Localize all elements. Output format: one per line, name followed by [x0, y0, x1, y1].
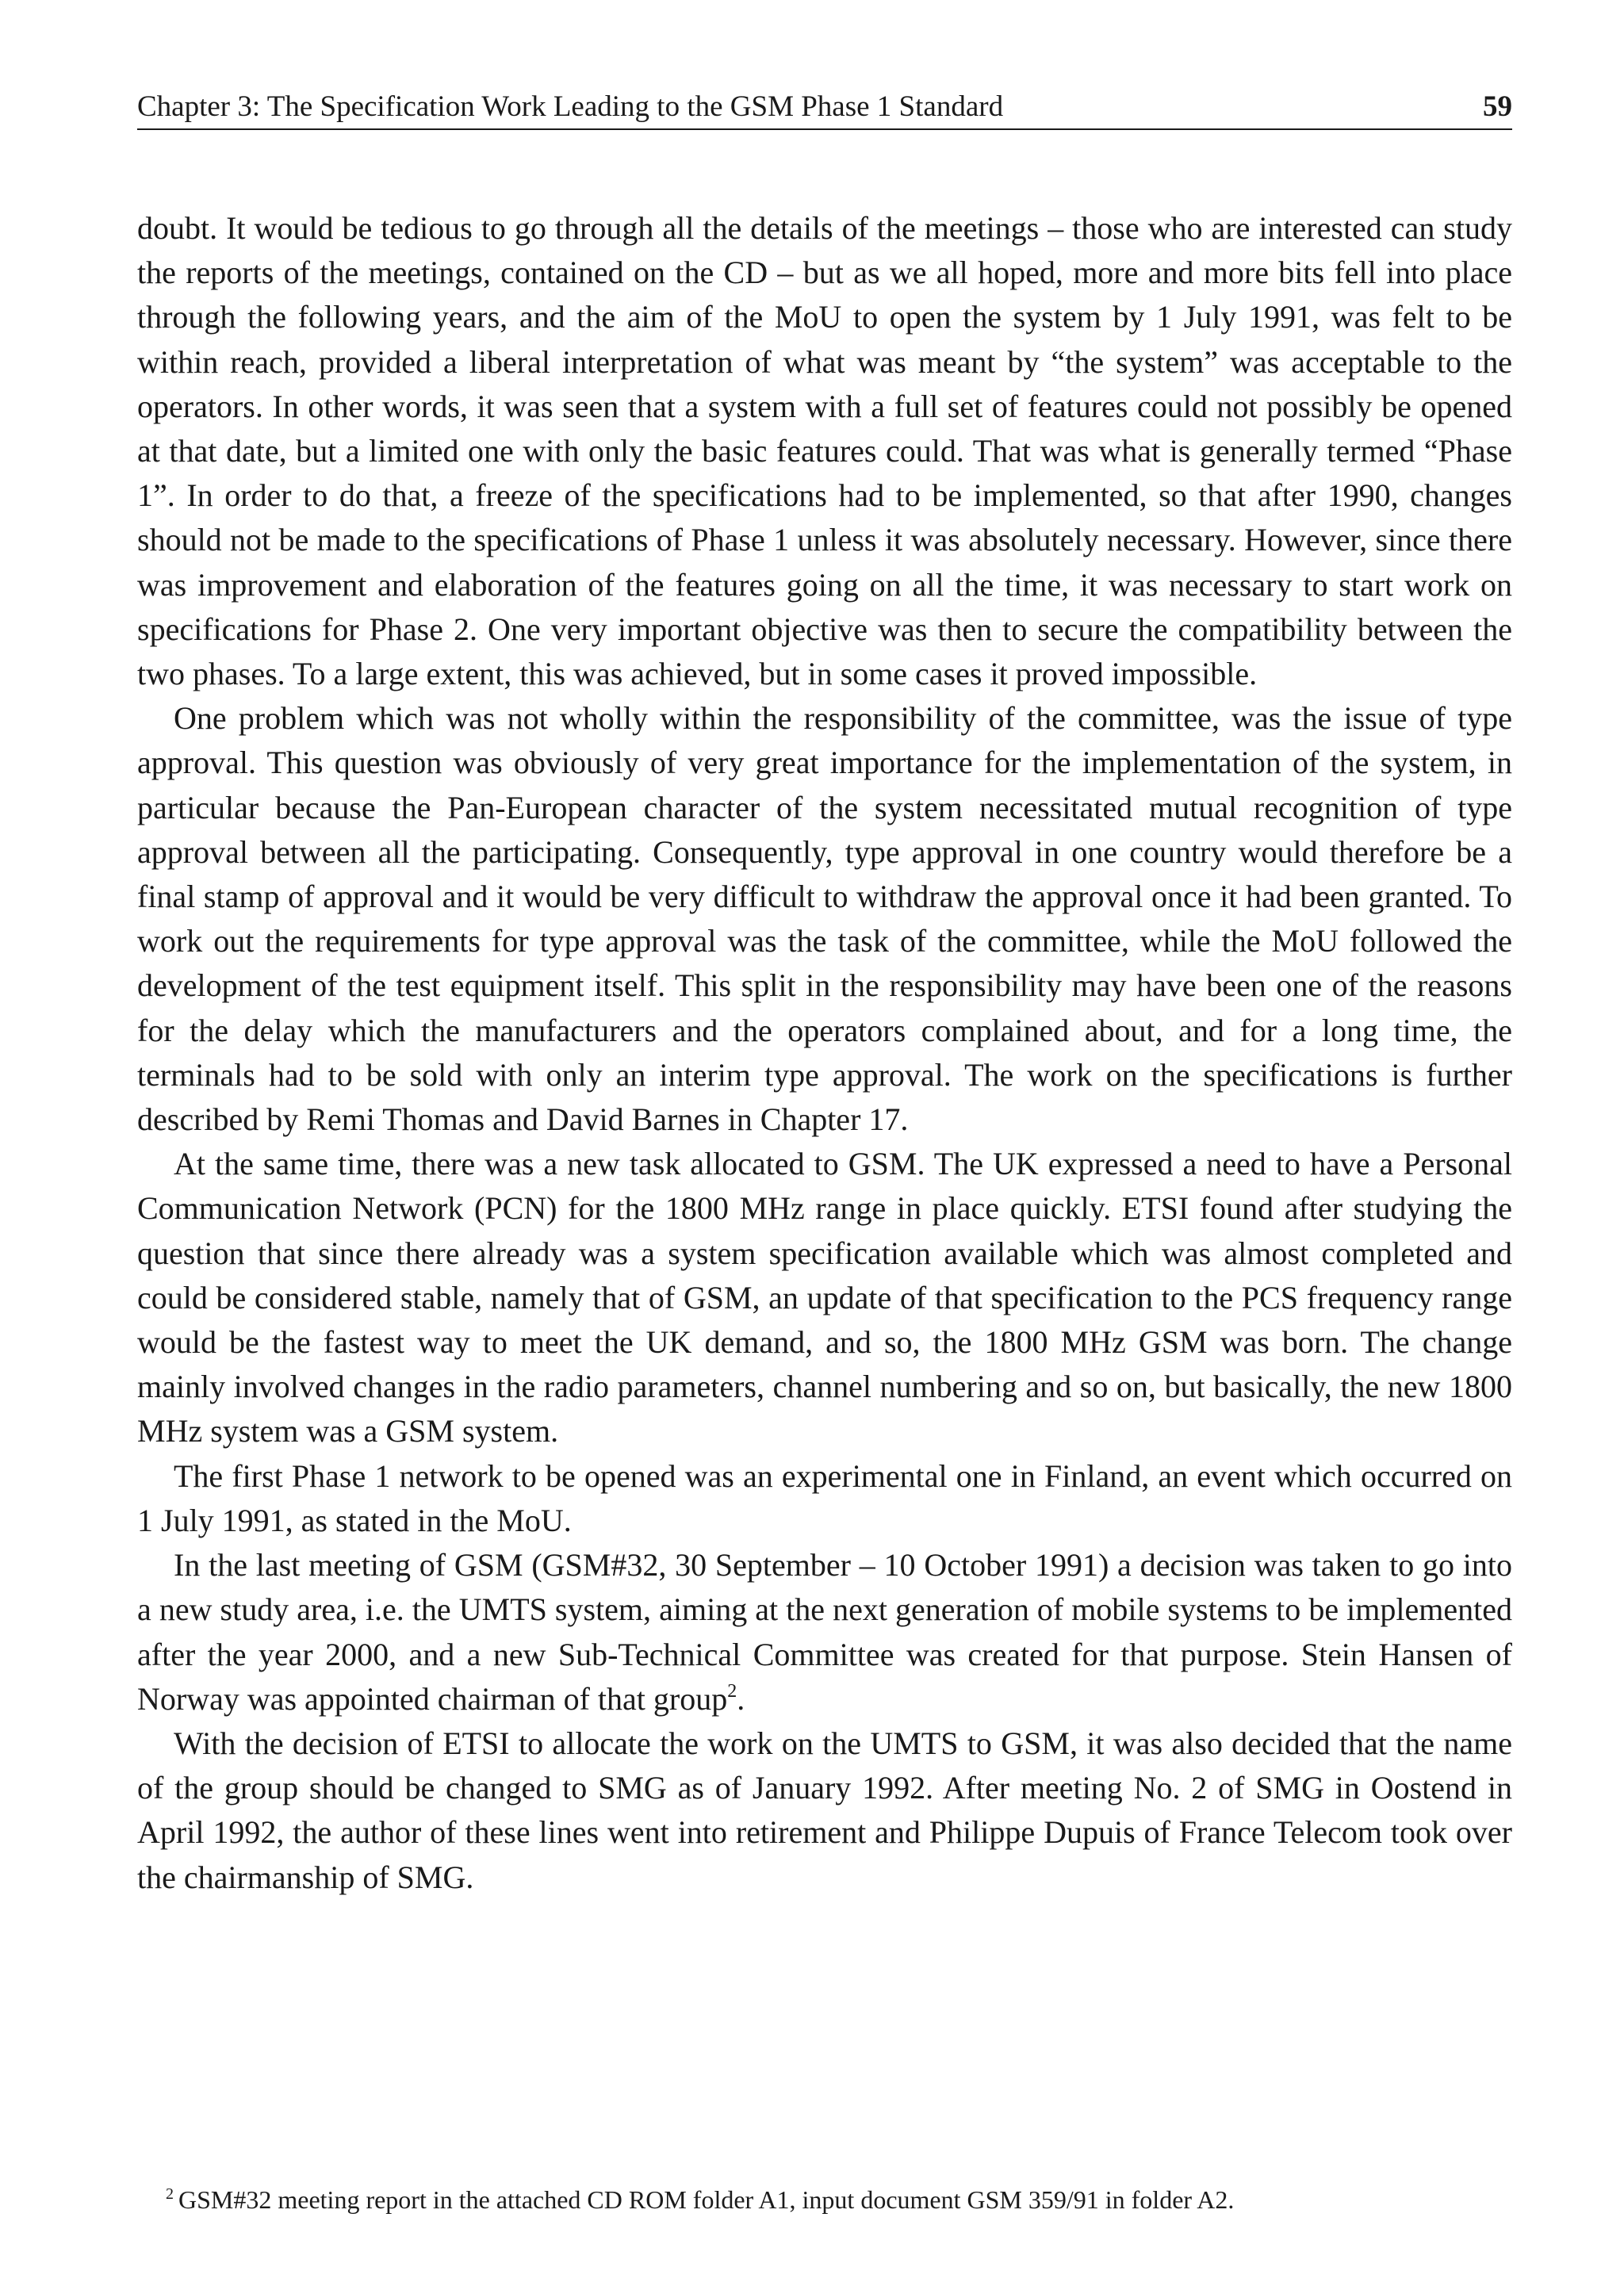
footnote-reference[interactable]: 2 — [727, 1680, 737, 1702]
paragraph-1: doubt. It would be tedious to go through all the details of the meetings – those who are interested can study the reports of the meetings, contained on the CD – but as we all hoped, more and more bits fell into place through the following years, and the aim of the MoU to open the system by 1 July 1991, was felt to be within reach, provided a liberal interpretation of what was meant by “the system” was acceptable to the operators. In other words, it was seen that a system with a full set of features could not possibly be opened at that date, but a limited one with only the basic features could. That was what is generally termed “Phase 1”. In order to do that, a freeze of the specifications had to be implemented, so that after 1990, changes should not be made to the specifications of Phase 1 unless it was absolutely necessary. However, since there was improvement and elaboration of the features going on all the time, it was necessary to start work on specifications for Phase 2. One very important objective was then to secure the compatibility between the two phases. To a large extent, this was achieved, but in some cases it proved impossible. — [137, 210, 1512, 692]
body-text — [137, 206, 1512, 1900]
paragraph-5 — [137, 1543, 1512, 1721]
paragraph-5-text: In the last meeting of GSM (GSM#32, 30 September – 10 October 1991) a decision was taken to go into a new study area, i.e. the UMTS system, aiming at the next generation of mobile systems to be implemented after the year 2000, and a new Sub-Technical Committee was created for that purpose. Stein Hansen of Norway was appointed chairman of that group — [137, 1547, 1512, 1717]
chapter-title: Chapter 3: The Specification Work Leading to the GSM Phase 1 Standard — [137, 90, 1004, 123]
paragraph-5-end: . — [737, 1680, 745, 1717]
paragraph-6: With the decision of ETSI to allocate the work on the UMTS to GSM, it was also decided that the name of the group should be changed to SMG as of January 1992. After meeting No. 2 of SMG in Oostend in April 1992, the author of these lines went into retirement and Philippe Dupuis of France Telecom took over the chairmanship of SMG. — [137, 1725, 1512, 1895]
footnote — [166, 2182, 1512, 2217]
book-page — [137, 0, 1512, 2290]
footnote-marker: 2 — [166, 2185, 174, 2203]
paragraph-3: At the same time, there was a new task allocated to GSM. The UK expressed a need to have a Personal Communication Network (PCN) for the 1800 MHz range in place quickly. ETSI found after studying the question that since there already was a system specification available which was almost completed and could be considered stable, namely that of GSM, an update of that specification to the PCS frequency range would be the fastest way to meet the UK demand, and so, the 1800 MHz GSM was born. The change mainly involved changes in the radio parameters, channel numbering and so on, but basically, the new 1800 MHz system was a GSM system. — [137, 1146, 1512, 1449]
running-header — [137, 82, 1512, 130]
paragraph-2: One problem which was not wholly within the responsibility of the committee, was the issue of type approval. This question was obviously of very great importance for the implementation of the system, in particular because the Pan-European character of the system necessitated mutual recognition of type approval between all the participating. Consequently, type approval in one country would therefore be a final stamp of approval and it would be very difficult to withdraw the approval once it had been granted. To work out the requirements for type approval was the task of the committee, while the MoU followed the development of the test equipment itself. This split in the responsibility may have been one of the reasons for the delay which the manufacturers and the operators complained about, and for a long time, the terminals had to be sold with only an interim type approval. The work on the specifications is further described by Remi Thomas and David Barnes in Chapter 17. — [137, 700, 1512, 1138]
page-number: 59 — [1483, 90, 1512, 123]
paragraph-4: The first Phase 1 network to be opened was an experimental one in Finland, an event which occurred on 1 July 1991, as stated in the MoU. — [137, 1457, 1512, 1538]
footnote-text: GSM#32 meeting report in the attached CD ROM folder A1, input document GSM 359/91 in folder A2. — [178, 2185, 1235, 2214]
